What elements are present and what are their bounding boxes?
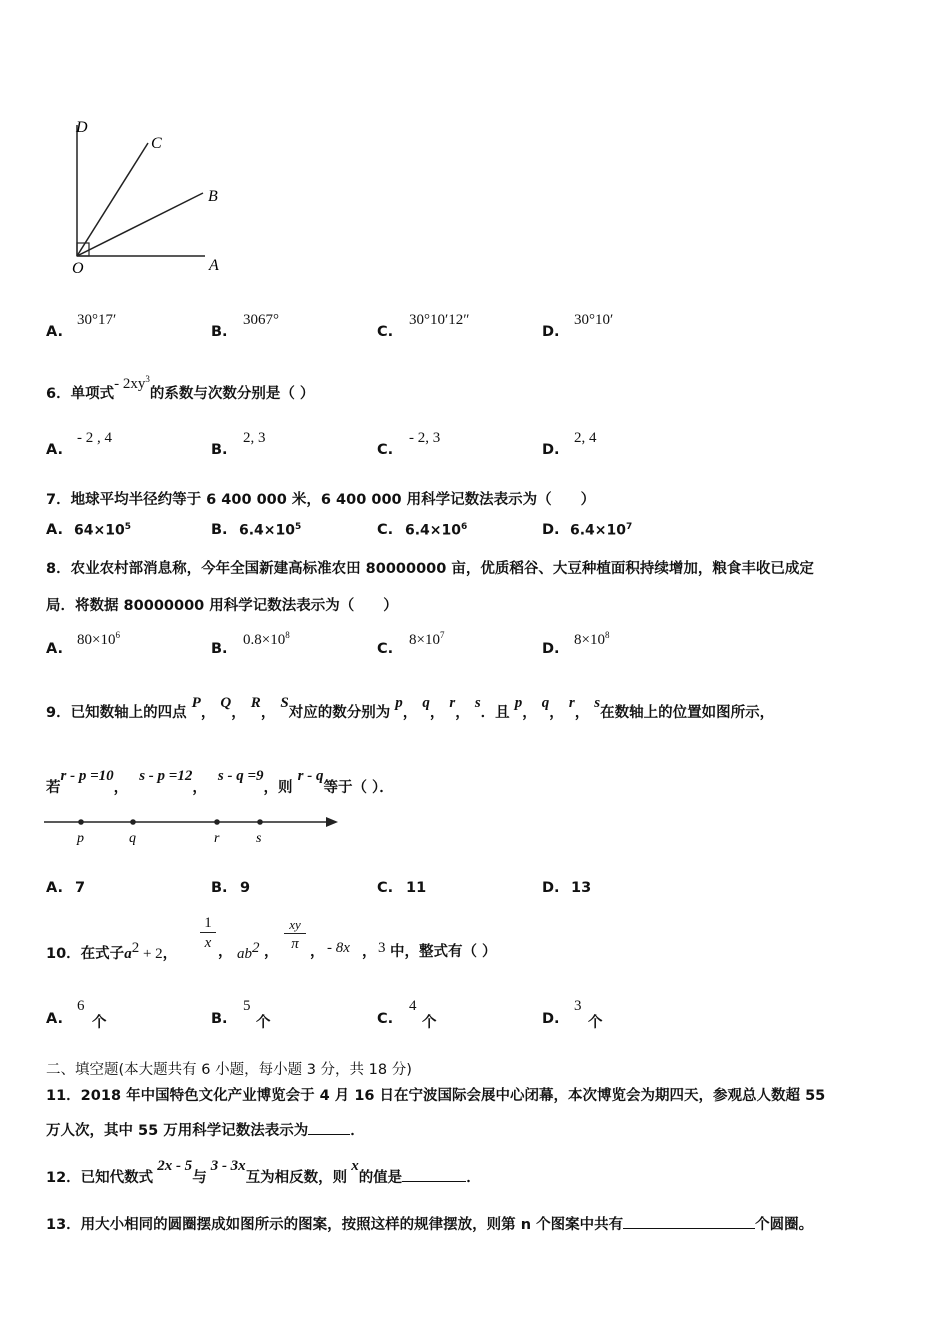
q6-question: [46, 374, 315, 403]
q6-option-d-letter[interactable]: D.: [542, 442, 560, 458]
q10-option-c-value: 4: [409, 998, 417, 1014]
axis-label-s: s: [256, 831, 262, 846]
q5-option-d-letter[interactable]: D.: [542, 324, 560, 340]
q8-question-line1: 8．农业农村部消息称，今年全国新建高标准农田 80000000 亩，优质稻谷、大豆种植面积持续增加，粮食丰收已成定: [46, 561, 814, 577]
q10-fraction-1-over-x: 1 x: [200, 914, 216, 953]
q9-option-c-value: 11: [406, 880, 427, 896]
point-r: [214, 819, 220, 825]
q6-option-c-value: - 2, 3: [409, 430, 441, 446]
q9-question-line1: 9．已知数轴上的四点 P， Q， R， S对应的数分别为 p， q， r， s．且 p， q， r， s在数轴上的位置如图所示，: [46, 695, 775, 721]
q9-question-line2: 若r - p =10， s - p =12， s - q =9，则 r - q等于（ ）．: [46, 768, 394, 796]
q10-option-a-value: 6: [77, 998, 85, 1014]
q10-ab-squared: $ab^2$: [237, 940, 260, 962]
q8-option-c-value: $8\times 10^7$: [409, 630, 445, 648]
point-s: [257, 819, 263, 825]
section-2-title: 二、填空题(本大题共有 6 小题，每小题 3 分，共 18 分): [46, 1062, 412, 1078]
axis-label-p: p: [77, 831, 84, 846]
q7-option-c-value: $6.4\times 10^6$: [405, 522, 468, 539]
q7-option-b-letter[interactable]: B.: [211, 522, 228, 538]
q9-option-b-value: 9: [240, 880, 251, 896]
q10-option-d-value: 3: [574, 998, 582, 1014]
q8-option-d-value: $8\times 10^8$: [574, 630, 610, 648]
q9-option-c-letter[interactable]: C.: [377, 880, 394, 896]
q11-question-line1: 11．2018 年中国特色文化产业博览会于 4 月 16 日在宁波国际会展中心闭幕，本次博览会为期四天，参观总人数超 55: [46, 1088, 826, 1104]
q5-option-c-value: 30°10′12″: [409, 312, 470, 328]
q9-option-b-letter[interactable]: B.: [211, 880, 228, 896]
axis-label-r: r: [214, 831, 220, 846]
q12-question: 12．已知代数式2x - 5与3 - 3x互为相反数，则x的值是 ．: [46, 1158, 481, 1186]
q8-option-b-value: $0.8\times 10^8$: [243, 630, 290, 648]
q13-answer-blank[interactable]: [623, 1214, 755, 1229]
q9-option-a-letter[interactable]: A.: [46, 880, 63, 896]
q6-option-b-value: 2, 3: [243, 430, 266, 446]
q5-option-b-letter[interactable]: B.: [211, 324, 228, 340]
q9-option-a-value: 7: [75, 880, 86, 896]
q5-option-a-value: 30°17′: [77, 312, 117, 328]
q8-option-c-letter[interactable]: C.: [377, 641, 394, 657]
q10-suffix: 中，整式有（ ）: [390, 944, 497, 960]
q5-option-d-value: 30°10′: [574, 312, 614, 328]
q6-option-a-letter[interactable]: A.: [46, 442, 63, 458]
label-a: A: [209, 257, 219, 274]
q10-fraction-xy-over-pi: xy π: [284, 916, 306, 954]
q8-option-a-value: $80\times 10^6$: [77, 630, 120, 648]
q10-option-a-unit: 个: [92, 1015, 107, 1031]
q7-option-a-value: $64\times 10^5$: [74, 522, 131, 539]
q10-option-d-letter[interactable]: D.: [542, 1011, 560, 1027]
angle-figure: [60, 115, 240, 280]
q9-option-d-value: 13: [571, 880, 592, 896]
label-o: O: [72, 260, 84, 277]
q6-option-a-value: - 2 , 4: [77, 430, 112, 446]
q12-answer-blank[interactable]: [402, 1167, 466, 1182]
q10-option-b-value: 5: [243, 998, 251, 1014]
q8-option-b-letter[interactable]: B.: [211, 641, 228, 657]
q8-option-a-letter[interactable]: A.: [46, 641, 63, 657]
q11-answer-blank[interactable]: [308, 1120, 350, 1135]
q6-expression: - $2xy^3$: [114, 374, 150, 392]
point-p: [78, 819, 84, 825]
q6-suffix: 的系数与次数分别是（ ）: [149, 386, 315, 402]
q8-option-d-letter[interactable]: D.: [542, 641, 560, 657]
q7-option-b-value: $6.4\times 10^5$: [239, 522, 302, 539]
label-c: C: [151, 135, 162, 152]
q10-option-c-unit: 个: [422, 1015, 437, 1031]
q13-question: 13．用大小相同的圆圈摆成如图所示的图案，按照这样的规律摆放，则第 n 个图案中共有 个圆圈。: [46, 1213, 813, 1234]
q7-option-a-letter[interactable]: A.: [46, 522, 63, 538]
label-d: D: [76, 119, 88, 136]
q10-option-d-unit: 个: [588, 1015, 603, 1031]
q6-option-b-letter[interactable]: B.: [211, 442, 228, 458]
axis-label-q: q: [129, 831, 136, 846]
q10-option-c-letter[interactable]: C.: [377, 1011, 394, 1027]
number-line: [44, 812, 344, 852]
q7-option-c-letter[interactable]: C.: [377, 522, 394, 538]
q10-option-a-letter[interactable]: A.: [46, 1011, 63, 1027]
q6-option-c-letter[interactable]: C.: [377, 442, 394, 458]
q8-question-line2: 局．将数据 80000000 用科学记数法表示为（ ）: [46, 598, 398, 614]
ray-ob: [77, 193, 203, 256]
q6-prefix: 6．单项式: [46, 386, 115, 402]
q10-option-b-letter[interactable]: B.: [211, 1011, 228, 1027]
q5-option-b-value: 3067°: [243, 312, 279, 328]
q5-option-c-letter[interactable]: C.: [377, 324, 394, 340]
label-b: B: [208, 188, 218, 205]
q6-option-d-value: 2, 4: [574, 430, 597, 446]
q10-question: 10．在式子$a^2 + 2$，: [46, 940, 178, 962]
q5-option-a-letter[interactable]: A.: [46, 324, 63, 340]
number-line-arrow: [326, 817, 338, 827]
q7-option-d-value: $6.4\times 10^7$: [570, 522, 633, 539]
q9-option-d-letter[interactable]: D.: [542, 880, 560, 896]
q7-question: 7．地球平均半径约等于 6 400 000 米，6 400 000 用科学记数法表示为（ ）: [46, 492, 596, 508]
point-q: [130, 819, 136, 825]
q10-three: 3: [378, 940, 386, 956]
q10-option-b-unit: 个: [256, 1015, 271, 1031]
q11-question-line2: 万人次，其中 55 万用科学记数法表示为 ．: [46, 1119, 365, 1140]
q7-option-d-letter[interactable]: D.: [542, 522, 560, 538]
q10-minus-8x: - 8x: [327, 940, 350, 956]
